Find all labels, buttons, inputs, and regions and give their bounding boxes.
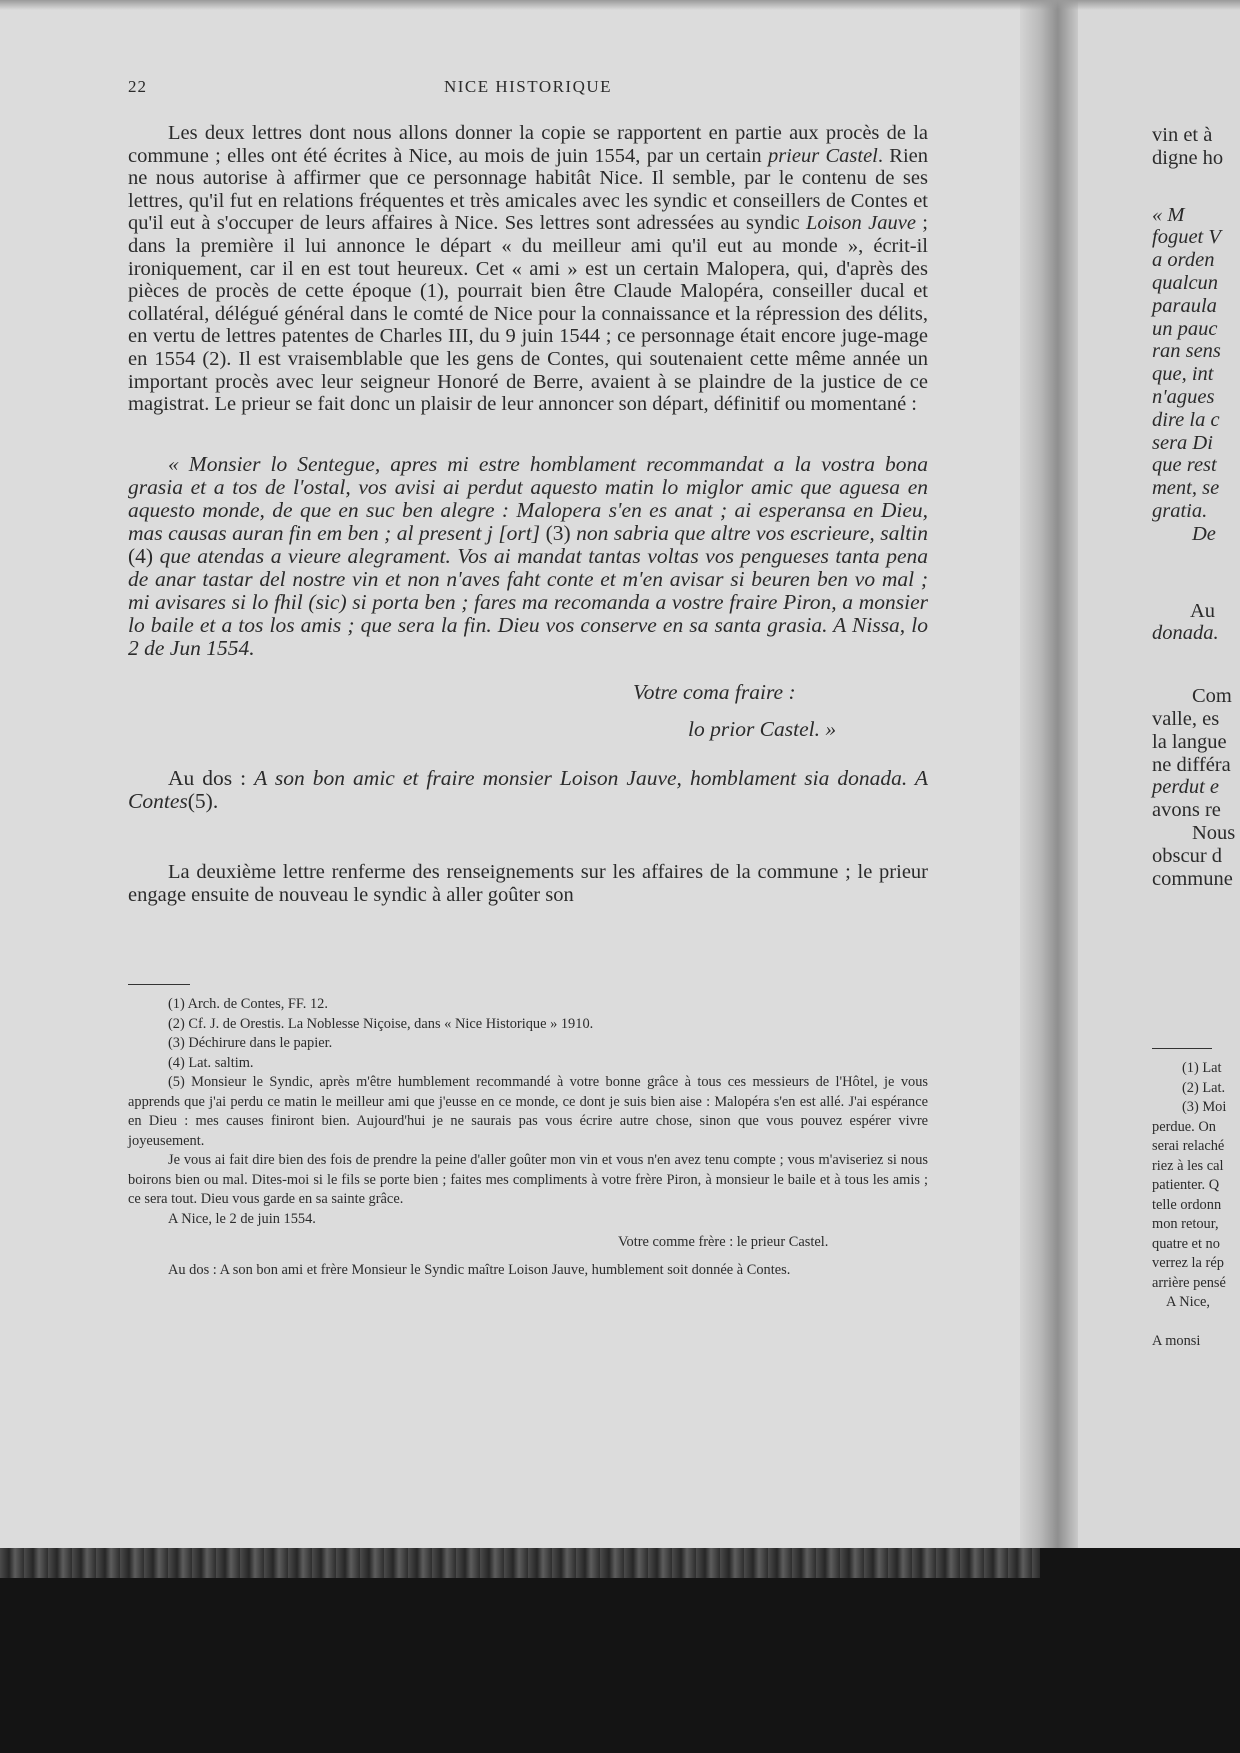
footnote-5-p2: Je vous ai fait dire bien des fois de prendre la peine d'aller goûter mon vin et vous n'en avez tenu compte ; vous m'aviseriez si nous boirons bien ou mal. Dites-moi si le fils se porte bien ; faites mes compliments à votre frère Piron, à monsieur le baile et à tous les amis ; ce sera tout. Dieu vous garde en sa sainte grâce. — [128, 1152, 928, 1208]
right-line: De — [1192, 522, 1216, 545]
right-line: a orden — [1152, 249, 1215, 272]
footnote-ref-2: (2) — [202, 347, 227, 370]
right-footnote-line: patienter. Q — [1152, 1177, 1220, 1194]
right-line: foguet V — [1152, 226, 1221, 249]
intro-text-5: ; dans la première il lui annonce le départ « du meilleur ami qu'il eut au monde », écrit-il ironiquement, car il en est tout heureux. Cet « ami » est un certain Malopera, qui, d'après des pièces de procès de cette époque — [128, 212, 928, 303]
right-italic-letter — [1152, 204, 1240, 546]
right-footnote-line: quatre et no — [1152, 1235, 1220, 1252]
footnote-5-p5: Au dos : A son bon ami et frère Monsieur le Syndic maître Loison Jauve, humblement soit donnée à Contes. — [168, 1261, 791, 1278]
right-footnote-line: telle ordonn — [1152, 1196, 1222, 1213]
right-line: que rest — [1152, 454, 1217, 477]
right-line: donada. — [1152, 622, 1219, 645]
right-line: un pauc — [1152, 317, 1218, 340]
right-line: Au — [1190, 599, 1216, 622]
left-page-content — [128, 70, 928, 1280]
letter-transcription — [128, 453, 928, 660]
right-footnote-rule — [1152, 1048, 1212, 1049]
right-footnote-line: (2) Lat. — [1182, 1079, 1226, 1096]
right-line: commune — [1152, 867, 1233, 890]
intro-paragraph — [128, 122, 928, 416]
right-line: vin et à — [1152, 124, 1213, 146]
right-footnote-line: arrière pensé — [1152, 1274, 1226, 1291]
right-footnote-line: A monsi — [1152, 1333, 1201, 1350]
footnote-ref-5: (5) — [187, 789, 213, 814]
letter-closing-1: Votre coma fraire : — [633, 680, 796, 705]
right-body — [1152, 685, 1240, 890]
right-line: qualcun — [1152, 271, 1219, 294]
right-footnote-line: (1) Lat — [1182, 1060, 1222, 1077]
page-header — [128, 70, 928, 100]
right-footnote-line: riez à les cal — [1152, 1157, 1224, 1174]
address-end: . — [212, 789, 219, 814]
footnote-4: (4) Lat. saltim. — [168, 1054, 254, 1071]
footnote-1: (1) Arch. de Contes, FF. 12. — [168, 996, 328, 1013]
intro-text-4: Loison Jauve — [805, 212, 916, 235]
footnote-rule — [128, 984, 190, 985]
right-line: avons re — [1152, 799, 1221, 822]
right-footnote-line: serai relaché — [1152, 1138, 1225, 1155]
right-line: digne ho — [1152, 146, 1224, 169]
scanner-background — [0, 1548, 1240, 1753]
address-text: A son bon amic et fraire monsier Loison Jauve, homblament sia donada. A Contes — [128, 766, 928, 814]
address-prefix: Au dos : — [168, 766, 255, 791]
footnotes — [128, 995, 928, 1280]
footnote-ref-1: (1) — [419, 280, 444, 303]
page-edge-band — [0, 1548, 1040, 1578]
right-line: perdut e — [1152, 776, 1219, 799]
right-footnotes — [1152, 1048, 1240, 1352]
top-shadow — [0, 0, 1240, 10]
footnote-5-p4: Votre comme frère : le prieur Castel. — [618, 1234, 829, 1251]
address-line — [128, 767, 928, 813]
footnote-3: (3) Déchirure dans le papier. — [168, 1035, 333, 1052]
right-line: obscur d — [1152, 844, 1223, 867]
letter-closing-2: lo prior Castel. » — [688, 717, 837, 742]
running-title: NICE HISTORIQUE — [443, 77, 613, 96]
right-line: la langue — [1152, 730, 1227, 753]
right-line: ran sens — [1152, 340, 1221, 363]
right-line: sera Di — [1152, 431, 1213, 454]
intro-text-7: . Il est vraisemblable que les gens de Contes, qui soutenaient cette même année un important procès avec leur seigneur Honoré de Berre, avaient à se plaindre de la justice de ce magistrat. Le prieur se fait donc un plaisir de leur annoncer son départ, définitif ou momentané : — [128, 347, 928, 416]
right-address — [1152, 600, 1240, 646]
right-line: gratia. — [1152, 499, 1208, 522]
right-line: dire la c — [1152, 408, 1220, 431]
right-line: « M — [1152, 203, 1185, 226]
right-line: paraula — [1152, 294, 1217, 317]
intro-text-6: , pourrait bien être Claude Malopéra, conseiller ducal et collatéral, délégué général dans le comté de Nice pour la connaissance et la répression des délits, en vertu de lettres patentes de Charles III, du 9 juin 1544 ; ce personnage était encore juge-mage en 1554 — [128, 280, 928, 370]
letter-text-2: non sabria que altre vos escrieure, saltin — [570, 520, 928, 545]
footnote-5-p3: A Nice, le 2 de juin 1554. — [168, 1210, 316, 1227]
right-footnote-line: perdue. On — [1152, 1118, 1216, 1135]
right-footnote-line — [1152, 1313, 1240, 1333]
intro-text-1: Les deux lettres dont nous allons donner la copie se rapportent en partie aux procès de la commune ; elles ont été écrites à Nice, au mois de juin 1554, par un certain — [128, 122, 928, 167]
right-footnote-line: mon retour, — [1152, 1216, 1219, 1233]
right-line: Nous — [1192, 821, 1236, 844]
letter-text-1: « Monsier lo Sentegue, apres mi estre homblament recommandat a la vostra bona grasia et a tos de l'ostal, vos avisi ai perdut aquesto matin lo miglor amic que aguesa en aquesto monde, de que en suc ben alegre : Malopera s'en es anat ; ai esperansa en Dieu, mas causas auran fin em ben ; al present j [ort] — [128, 451, 928, 545]
right-line: ment, se — [1152, 477, 1220, 500]
footnote-5-p1: (5) Monsieur le Syndic, après m'être humblement recommandé à votre bonne grâce à tous ces messieurs de l'Hôtel, je vous apprends que j'ai perdu ce matin le meilleur ami que j'eusse en ce monde, ce dont je suis bien aise : Malopéra s'en est allé. J'ai espérance en Dieu : mes causes finiront bien. Aujourd'hui je ne saurais pas vous écrire autre chose, sinon que vous pouvez espérer vivre joyeusement. — [128, 1074, 928, 1149]
letter-text-3: que atendas a vieure alegrament. Vos ai mandat tantas voltas vos pengueses tanta pena de anar tastar del nostre vin et non n'aves faht conte et m'en avisar si beuren ben vo mal ; mi avisares si lo fhil (sic) si porta ben ; fares ma recomanda a vostre fraire Piron, a monsier lo baile et a tos los amis ; que sera la fin. Dieu vos conserve en sa santa grasia. A Nissa, lo 2 de Jun 1554. — [128, 543, 928, 660]
right-line: que, int — [1152, 363, 1214, 386]
page-number: 22 — [128, 77, 147, 96]
intro-text-3: . Rien ne nous autorise à affirmer que ce personnage habitât Nice. Il semble, par le contenu de ses lettres, qu'il fut en relations fréquentes et très amicales avec les syndic et conseillers de Contes et qu'il eut à s'occuper de leurs affaires à Nice. Ses lettres sont adressées au syndic — [128, 144, 928, 235]
right-footnote-line: A Nice, — [1166, 1294, 1210, 1311]
intro-text-2: prieur Castel — [767, 144, 878, 167]
footnote-2: (2) Cf. J. de Orestis. La Noblesse Niçoise, dans « Nice Historique » 1910. — [168, 1015, 594, 1032]
second-paragraph: La deuxième lettre renferme des renseignements sur les affaires de la commune ; le prieur engage ensuite de nouveau le syndic à aller goûter son — [128, 861, 928, 906]
footnote-ref-4: (4) — [128, 543, 154, 568]
right-line: n'agues — [1152, 385, 1215, 408]
right-top-lines — [1152, 124, 1240, 170]
footnote-ref-3: (3) — [545, 520, 571, 545]
right-line: valle, es — [1152, 707, 1220, 730]
right-line: ne différa — [1152, 753, 1231, 776]
right-page-content — [1152, 124, 1240, 1352]
right-footnote-line: verrez la rép — [1152, 1255, 1224, 1272]
right-footnote-line: (3) Moi — [1182, 1099, 1227, 1116]
right-line: Com — [1192, 685, 1232, 708]
book-gutter — [1020, 0, 1078, 1555]
